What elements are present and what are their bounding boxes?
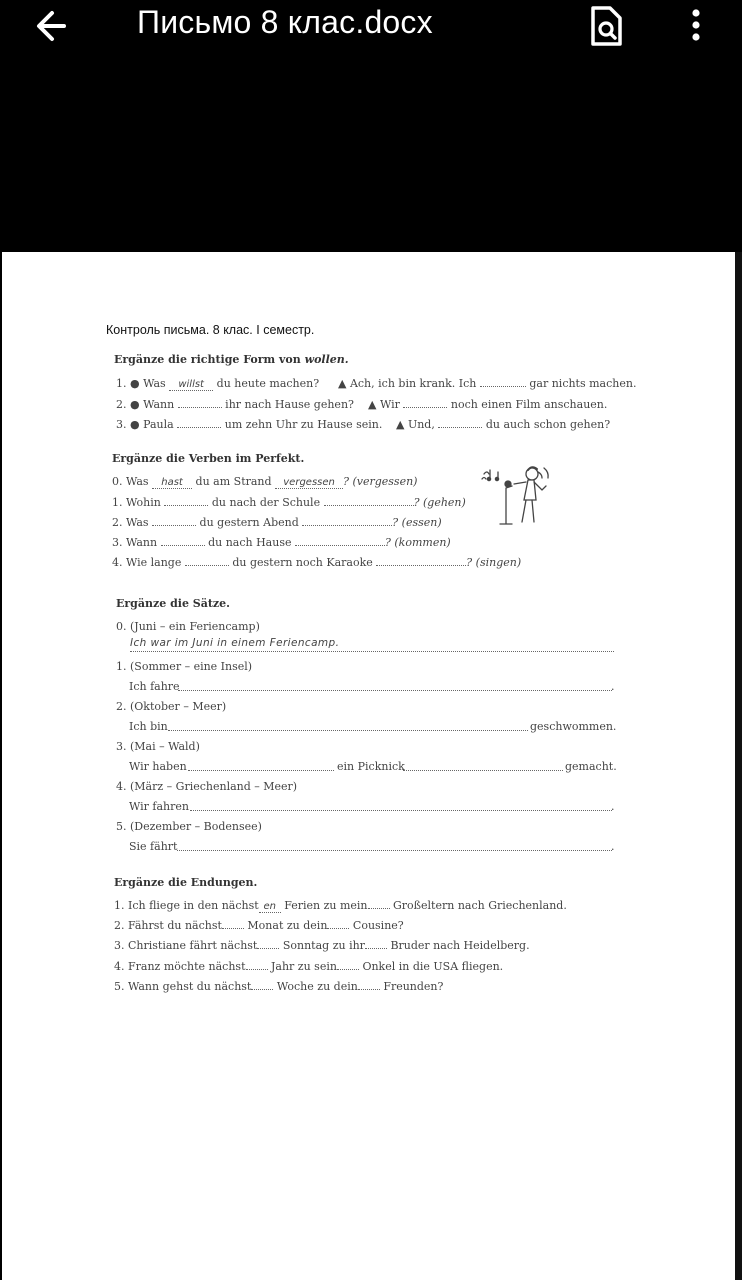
- more-options-button[interactable]: [684, 8, 708, 44]
- answer-blank[interactable]: [164, 496, 208, 506]
- answer-line[interactable]: [190, 809, 612, 811]
- sentence-start: Wir haben: [129, 760, 187, 773]
- sentence-start: Ich fahre: [129, 680, 180, 693]
- section-title: Ergänze die Verben im Perfekt.: [112, 452, 305, 465]
- answer-blank[interactable]: [302, 516, 392, 526]
- answer-blank[interactable]: [185, 556, 229, 566]
- row-text: Was: [143, 377, 166, 390]
- row-text: Bruder nach Heidelberg.: [390, 939, 530, 952]
- row-text: 5. Wann gehst du nächst: [114, 980, 252, 993]
- more-vert-icon: [684, 8, 708, 44]
- row-text: Ferien zu mein: [284, 899, 368, 912]
- sentence-prompt: 4. (März – Griechenland – Meer): [116, 780, 298, 793]
- answer-line[interactable]: [178, 689, 612, 691]
- row-text: Cousine?: [352, 919, 404, 932]
- answer-blank[interactable]: [403, 398, 447, 408]
- exercise-row-response: [338, 377, 636, 390]
- ending-blank[interactable]: [257, 939, 279, 949]
- arrow-left-icon: [30, 6, 76, 46]
- exercise-row: [112, 475, 417, 489]
- exercise-row: [114, 899, 567, 913]
- row-text: du nach der Schule: [211, 496, 321, 509]
- verb-hint: ? (essen): [392, 516, 442, 529]
- answer-blank[interactable]: hast: [152, 477, 192, 489]
- sentence-start: Sie fährt: [129, 840, 178, 853]
- row-text: Freunden?: [383, 980, 444, 993]
- answer-line: [130, 650, 614, 652]
- verb-hint: ? (kommen): [384, 536, 451, 549]
- karaoke-singer-illustration: [476, 464, 556, 526]
- answer-line[interactable]: [168, 729, 528, 731]
- ending-blank[interactable]: en: [259, 901, 281, 913]
- exercise-row-response: [396, 418, 610, 431]
- ending-blank[interactable]: [368, 899, 390, 909]
- row-text: du heute machen?: [216, 377, 320, 390]
- section-title: Ergänze die Sätze.: [116, 597, 230, 610]
- row-text: du nach Hause: [208, 536, 292, 549]
- exercise-row: [114, 939, 530, 952]
- exercise-row: [112, 516, 442, 529]
- search-in-document-button[interactable]: [586, 5, 626, 47]
- sentence-prompt: 5. (Dezember – Bodensee): [116, 820, 262, 833]
- ending-blank[interactable]: [337, 960, 359, 970]
- verb-hint: ? (singen): [466, 556, 522, 569]
- ending-blank[interactable]: [251, 980, 273, 990]
- sentence-start: Wir fahren: [129, 800, 189, 813]
- answer-blank[interactable]: [324, 496, 414, 506]
- row-text: 2. Fährst du nächst: [114, 919, 222, 932]
- row-text: ▲ Wir: [368, 398, 400, 411]
- row-text: du gestern Abend: [199, 516, 299, 529]
- sentence-end: geschwommen.: [530, 720, 617, 733]
- sentence-prompt: 3. (Mai – Wald): [116, 740, 200, 753]
- sentence-prompt: 2. (Oktober – Meer): [116, 700, 227, 713]
- exercise-row: [116, 377, 319, 391]
- row-text: 4. Franz möchte nächst: [114, 960, 246, 973]
- document-page: [2, 252, 735, 1280]
- exercise-row: [114, 980, 443, 993]
- section-title: [114, 353, 349, 366]
- ending-blank[interactable]: [222, 919, 244, 929]
- row-text: 3. Christiane fährt nächst: [114, 939, 258, 952]
- answer-blank[interactable]: [177, 418, 221, 428]
- example-answer: Ich war im Juni in einem Feriencamp.: [130, 637, 340, 649]
- row-text: ▲ Ach, ich bin krank. Ich: [338, 377, 477, 390]
- row-text: 0. Was: [112, 475, 149, 488]
- exercise-row: [116, 418, 382, 431]
- answer-line[interactable]: [188, 769, 334, 771]
- row-text: du gestern noch Karaoke: [232, 556, 373, 569]
- sentence-end: gemacht.: [565, 760, 617, 773]
- row-text: 1. Wohin: [112, 496, 161, 509]
- row-text: du auch schon gehen?: [485, 418, 611, 431]
- sentence-prompt: 0. (Juni – ein Feriencamp): [116, 620, 260, 633]
- exercise-row: [114, 960, 503, 973]
- answer-blank[interactable]: [161, 536, 205, 546]
- exercise-row: [116, 398, 354, 411]
- sentence-end: .: [611, 800, 615, 813]
- sentence-end: .: [611, 840, 615, 853]
- row-text: gar nichts machen.: [529, 377, 637, 390]
- document-heading: Контроль письма. 8 клас. I семестр.: [106, 323, 315, 337]
- ending-blank[interactable]: [246, 960, 268, 970]
- row-text: Woche zu dein: [276, 980, 358, 993]
- row-text: ▲ Und,: [396, 418, 435, 431]
- row-text: Paula: [143, 418, 174, 431]
- exercise-row: [114, 919, 404, 932]
- row-text: 4. Wie lange: [112, 556, 182, 569]
- row-text: 3. Wann: [112, 536, 158, 549]
- back-button[interactable]: [30, 6, 76, 46]
- sentence-end: .: [611, 680, 615, 693]
- row-text: Jahr zu sein: [271, 960, 337, 973]
- row-text: Onkel in die USA fliegen.: [362, 960, 504, 973]
- section-title: Ergänze die Endungen.: [114, 876, 258, 889]
- row-text: noch einen Film anschauen.: [450, 398, 608, 411]
- row-number: 3. ●: [116, 418, 140, 431]
- verb-hint: ? (vergessen): [343, 475, 418, 488]
- answer-blank[interactable]: [480, 377, 526, 387]
- answer-blank[interactable]: vergessen: [275, 477, 343, 489]
- page-edge: [735, 252, 742, 1280]
- answer-blank[interactable]: willst: [169, 379, 213, 391]
- section-title-text: Ergänze die richtige Form von: [114, 353, 305, 366]
- row-number: 1. ●: [116, 377, 140, 390]
- ending-blank[interactable]: [327, 919, 349, 929]
- verb-hint: ? (gehen): [413, 496, 466, 509]
- section-title-italic: wollen.: [304, 353, 349, 366]
- row-text: du am Strand: [195, 475, 272, 488]
- document-search-icon: [586, 5, 626, 47]
- sentence-start: Ich bin: [129, 720, 168, 733]
- sentence-prompt: 1. (Sommer – eine Insel): [116, 660, 253, 673]
- row-number: 2. ●: [116, 398, 140, 411]
- row-text: Wann: [143, 398, 175, 411]
- row-text: um zehn Uhr zu Hause sein.: [224, 418, 383, 431]
- app-bar: [0, 0, 742, 252]
- answer-blank[interactable]: [376, 556, 466, 566]
- exercise-row: [112, 536, 451, 549]
- exercise-row: [112, 556, 521, 569]
- answer-blank[interactable]: [152, 516, 196, 526]
- exercise-row: [112, 496, 466, 509]
- sentence-middle: ein Picknick: [337, 760, 405, 773]
- row-text: 1. Ich fliege in den nächst: [114, 899, 259, 912]
- row-text: Großeltern nach Griechenland.: [393, 899, 567, 912]
- row-text: Monat zu dein: [247, 919, 328, 932]
- ending-blank[interactable]: [358, 980, 380, 990]
- answer-line[interactable]: [177, 849, 612, 851]
- exercise-row-response: [368, 398, 607, 411]
- answer-blank[interactable]: [438, 418, 482, 428]
- ending-blank[interactable]: [365, 939, 387, 949]
- document-title: Письмо 8 клас.docx: [137, 4, 433, 40]
- answer-line[interactable]: [403, 769, 563, 771]
- row-text: ihr nach Hause gehen?: [225, 398, 354, 411]
- row-text: Sonntag zu ihr: [282, 939, 365, 952]
- answer-blank[interactable]: [295, 536, 385, 546]
- row-text: 2. Was: [112, 516, 149, 529]
- answer-blank[interactable]: [178, 398, 222, 408]
